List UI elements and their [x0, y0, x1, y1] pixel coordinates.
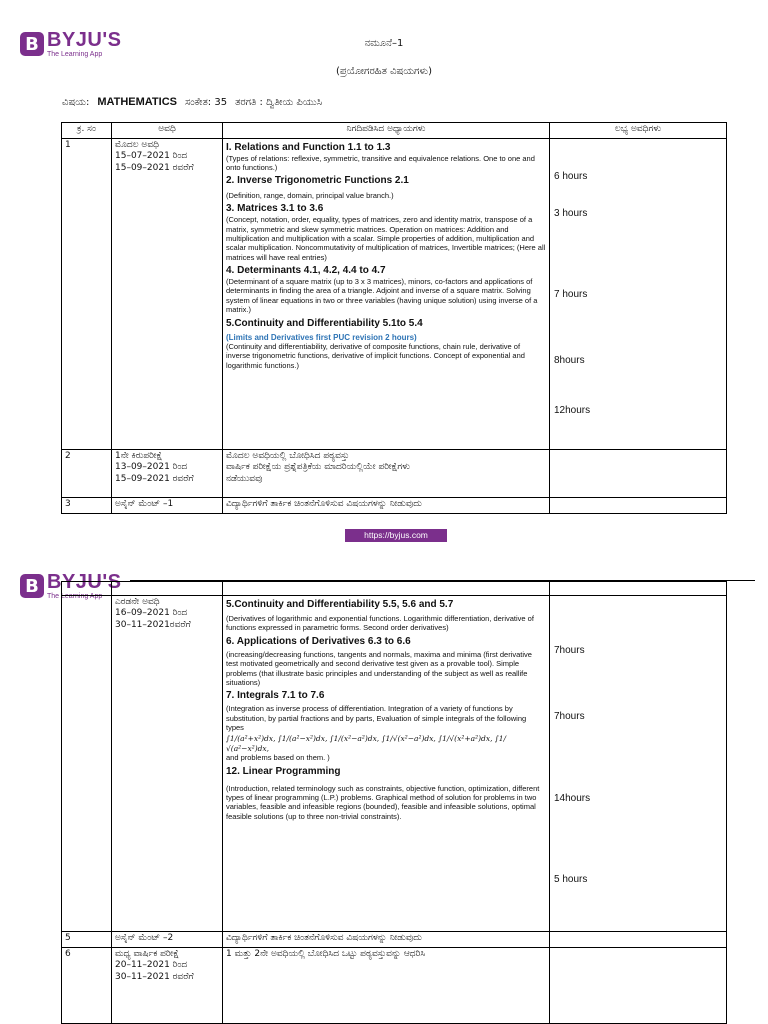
topic-title: 12. Linear Programming	[226, 765, 341, 777]
topic-title: 4. Determinants 4.1, 4.2, 4.4 to 4.7	[226, 265, 386, 276]
form-subtitle: (ಪ್ರಯೋಗರಹಿತ ವಿಷಯಗಳು)	[336, 66, 432, 77]
row-number: 1	[62, 139, 112, 450]
period-cell	[112, 139, 223, 450]
chapters-cell	[223, 139, 550, 450]
hours-cell	[550, 450, 727, 498]
brand-name: BYJU'S	[47, 571, 122, 593]
syllabus-table-page2	[61, 581, 727, 1024]
byjus-link[interactable]: https://byjus.com	[345, 529, 447, 542]
table-row	[62, 498, 727, 514]
form-title: ನಮೂನೆ–1	[364, 38, 404, 49]
hours-value: 3 hours	[554, 208, 588, 219]
header-chapters: ನಿಗದಿಪಡಿಸಿದ ಅಧ್ಯಾಯಗಳು	[223, 123, 550, 139]
period-name: ಮೊದಲ ಅವಧಿ	[115, 140, 159, 150]
content-line: ಮೊದಲ ಅವಧಿಯಲ್ಲಿ ಬೋಧಿಸಿದ ಪಠ್ಯವಸ್ತು	[226, 451, 350, 461]
brand-tagline: The Learning App	[47, 593, 103, 600]
hours-value: 7hours	[554, 645, 585, 656]
hours-value: 6 hours	[554, 171, 588, 182]
topic-desc: (Derivatives of logarithmic and exponential functions. Logarithmic differentiation, derivative of functions expressed in parametric forms. Second order derivatives)	[226, 614, 534, 633]
period-cell	[112, 948, 223, 1024]
topic-desc: (Integration as inverse process of differentiation. Integration of a variety of functions by substitution, by partial fractions and by parts, Evaluation of simple integrals of the following types	[226, 704, 527, 732]
hours-value: 14hours	[554, 793, 591, 804]
topic-desc: (Types of relations: reflexive, symmetric, transitive and equivalence relations. One to one and onto functions.)	[226, 154, 535, 173]
content-line: ನಡೆಯುವವು	[226, 473, 263, 484]
topic-title: I. Relations and Function 1.1 to 1.3	[226, 142, 391, 153]
row-number: 5	[62, 932, 112, 948]
table-row	[62, 139, 727, 450]
table-row	[62, 450, 727, 498]
content-cell: ವಿದ್ಯಾರ್ಥಿಗಳಿಗೆ ತಾರ್ಕಿಕ ಚಿಂತನೆಗೊಳಿಸುವ ವಿಷಯಗಳನ್ನು ನೀಡುವುದು	[223, 932, 550, 948]
content-cell: ವಿದ್ಯಾರ್ಥಿಗಳಿಗೆ ತಾರ್ಕಿಕ ಚಿಂತನೆಗೊಳಿಸುವ ವಿಷಯಗಳನ್ನು ನೀಡುವುದು	[223, 498, 550, 514]
row-number	[62, 596, 112, 932]
topic-title: 2. Inverse Trigonometric Functions 2.1	[226, 174, 409, 186]
hours-cell	[550, 596, 727, 932]
hours-value: 7 hours	[554, 289, 588, 300]
hours-cell	[550, 498, 727, 514]
period-end: 30–11–2021 ರವರೆಗೆ	[115, 971, 194, 982]
period-start: 20–11–2021 ರಿಂದ	[115, 960, 188, 971]
hours-cell	[550, 139, 727, 450]
header-serial: ಕ್ರ. ಸಂ	[62, 123, 112, 139]
topic-title: 5.Continuity and Differentiability 5.1to 5.4	[226, 317, 423, 329]
brand-name: BYJU'S	[47, 29, 122, 51]
hours-value: 8hours	[554, 355, 585, 366]
period-name: 1ನೇ ಕಿರುಪರೀಕ್ಷೆ	[115, 451, 163, 461]
byjus-logo-icon: B	[20, 574, 44, 598]
topic-desc: (Concept, notation, order, equality, types of matrices, zero and identity matrix, transpose of a matrix, symmetric and skew symmetric matrices. Operation on matrices: Addition and multiplication and multiplication with a scalar. Simple properties of addition, multiplication and scalar multiplication. Noncommutativity of multiplication of matrices, Invertible matrices; (Here all matrices will have real entries)	[226, 215, 546, 262]
row-number: 3	[62, 498, 112, 514]
hours-value: 12hours	[554, 405, 591, 416]
brand-tagline: The Learning App	[47, 51, 103, 58]
content-cell: 1 ಮತ್ತು 2ನೇ ಅವಧಿಯಲ್ಲಿ ಬೋಧಿಸಿದ ಒಟ್ಟು ಪಠ್ಯವಸ್ತುವನ್ನು ಆಧರಿಸಿ	[223, 948, 550, 1024]
period-cell: ಅಸೈನ್ ಮೆಂಟ್ –2	[112, 932, 223, 948]
period-end: 15–09–2021 ರವರೆಗೆ	[115, 162, 194, 173]
table-row	[62, 932, 727, 948]
row-number: 2	[62, 450, 112, 498]
row-number: 6	[62, 948, 112, 1024]
period-start: 15–07–2021 ರಿಂದ	[115, 151, 188, 162]
period-name: ಮಧ್ಯ ವಾರ್ಷಿಕ ಪರೀಕ್ಷೆ	[115, 949, 180, 959]
chapters-cell	[223, 596, 550, 932]
period-name: ಎರಡನೇ ಅವಧಿ	[115, 597, 160, 607]
table-row	[62, 596, 727, 932]
topic-note: (Limits and Derivatives first PUC revision 2 hours)	[226, 332, 417, 342]
topic-desc: (Continuity and differentiability, derivative of composite functions, chain rule, derivative of inverse trigonometric functions, derivative of implicit functions. Concept of exponential and logarithmic functions.)	[226, 342, 525, 370]
hours-value: 7hours	[554, 711, 585, 722]
hours-cell	[550, 948, 727, 1024]
table-row	[62, 948, 727, 1024]
syllabus-table-page1	[61, 122, 727, 514]
period-start: 16–09–2021 ರಿಂದ	[115, 608, 188, 619]
hours-value: 5 hours	[554, 874, 588, 885]
content-cell	[223, 450, 550, 498]
empty-cell	[223, 582, 550, 596]
integral-formulas: ∫1/(a²+x²)dx, ∫1/(a²−x²)dx, ∫1/(x²−a²)dx, ∫1/√(x²−a²)dx, ∫1/√(x²+a²)dx, ∫1/√(a²−x²)dx,	[226, 734, 507, 753]
period-end: 30–11–2021ರವರೆಗೆ	[115, 619, 191, 630]
byjus-logo-icon: B	[20, 32, 44, 56]
topic-desc: (Introduction, related terminology such as constraints, objective function, optimization, different types of linear programming (L.P.) problems. Graphical method of solution for problems in two variables, feasible and infeasible regions (bounded), feasible and infeasible solutions, optimal feasible solutions (up to three non-trivial constraints).	[226, 783, 540, 821]
topic-title: 7. Integrals 7.1 to 7.6	[226, 690, 325, 702]
period-start: 13–09–2021 ರಿಂದ	[115, 462, 188, 473]
header-period: ಅವಧಿ	[112, 123, 223, 139]
empty-cell	[112, 582, 223, 596]
class-label: ತರಗತಿ : ದ್ವಿತೀಯ ಪಿಯುಸಿ	[235, 97, 323, 108]
period-end: 15–09–2021 ರವರೆಗೆ	[115, 473, 194, 484]
hours-cell	[550, 932, 727, 948]
topic-desc: and problems based on them. )	[226, 753, 330, 763]
topic-desc: (increasing/decreasing functions, tangents and normals, maxima and minima (first derivative test motivated geometrically and second derivative test given as a provable tool). Simple problems (that illustrate basic principles and understanding of the subject as well as reallife situations)	[226, 649, 532, 687]
period-cell	[112, 450, 223, 498]
subject-code: ಸಂಕೇತ: 35	[184, 97, 228, 108]
empty-cell	[550, 582, 727, 596]
subject-line	[62, 96, 322, 108]
empty-cell	[62, 582, 112, 596]
topic-title: 5.Continuity and Differentiability 5.5, 5.6 and 5.7	[226, 599, 454, 610]
period-cell: ಅಸೈನ್ ಮೆಂಟ್ –1	[112, 498, 223, 514]
period-cell	[112, 596, 223, 932]
content-line: ವಾರ್ಷಿಕ ಪರೀಕ್ಷೆಯ ಪ್ರಶ್ನೆಪತ್ರಿಕೆಯ ಮಾದರಿಯಲ್ಲಿಯೇ ಪರೀಕ್ಷೆಗಳು	[226, 462, 411, 473]
topic-desc: (Determinant of a square matrix (up to 3 x 3 matrices), minors, co-factors and applications of determinants in finding the area of a triangle. Adjoint and inverse of a square matrix. Solving system of linear equations in two or three variables (having unique solution) using inverse of a matrix.)	[226, 277, 538, 315]
subject-name: MATHEMATICS	[97, 96, 177, 108]
header-hours: ಲಭ್ಯ ಅವಧಿಗಳು	[550, 123, 727, 139]
topic-title: 3. Matrices 3.1 to 3.6	[226, 203, 324, 215]
subject-label: ವಿಷಯ:	[62, 97, 90, 108]
topic-desc: (Definition, range, domain, principal value branch.)	[226, 190, 394, 200]
topic-title: 6. Applications of Derivatives 6.3 to 6.6	[226, 635, 411, 647]
